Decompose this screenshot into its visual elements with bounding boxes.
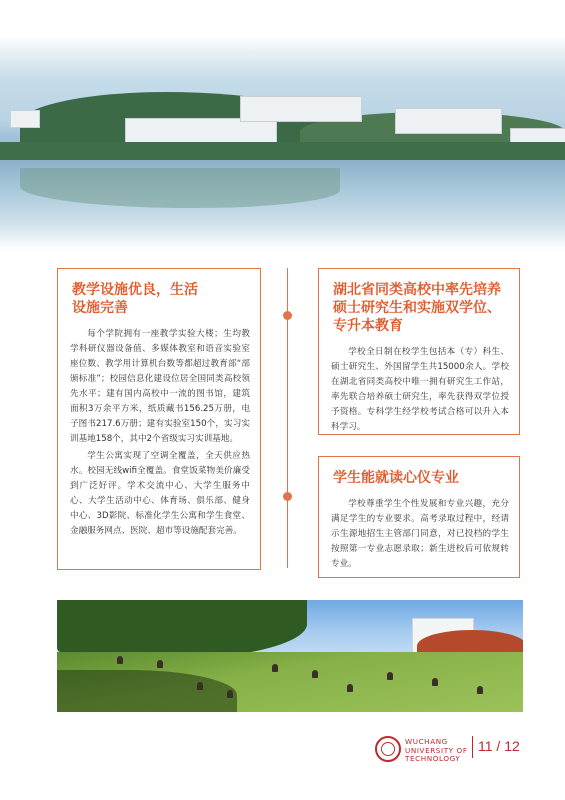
photo-student [157,660,163,668]
banner-building [395,108,502,134]
photo-trees [57,600,307,660]
photo-student [312,670,318,678]
divider-dot [283,492,292,501]
divider-dot [283,311,292,320]
page-number: 11 / 12 [478,738,520,754]
facilities-title-line1: 教学设施优良，生活 [72,282,198,298]
photo-student [477,686,483,694]
campus-lake-banner-image [0,0,565,250]
photo-student [227,690,233,698]
footer-separator [472,736,473,758]
facilities-title [72,281,252,317]
university-name-line3: TECHNOLOGY [405,754,461,764]
photo-student [387,672,393,680]
major-choice-title: 学生能就读心仪专业 [333,470,459,486]
banner-building [10,110,40,128]
graduate-education-paragraph: 学校全日制在校学生包括本（专）科生、硕士研究生、外国留学生共15000余人。学校在湖北省同类高校中唯一拥有研究生工作站，率先联合培养硕士研究生，率先获得双学位授予资格。专科学生经学校考试合格可以升入本科学习。 [331,347,509,432]
banner-shoreline [0,142,565,160]
graduate-title-line1: 湖北省同类高校中率先培养 [333,282,501,298]
seal-inner-ring [381,742,395,756]
photo-student [197,682,203,690]
university-name [405,738,468,764]
facilities-paragraph-1: 每个学院拥有一座教学实验大楼；生均教学科研仪器设备值、多媒体教室和语音实验室座位数、教学用计算机台数等都超过教育部“部颁标准”；校园信息化建设位居全国同类高校领先水平；建有国内高校中一流的图书馆，建筑面积3万余平方米，纸质藏书156.25万册，电子图书217.6万册；建有实验室150个，实习实训基地158个，其中2个省级实习实训基地。 [70,329,250,444]
graduate-title-line3: 专升本教育 [333,318,403,334]
university-seal-icon [375,736,401,762]
major-choice-section [318,456,520,578]
photo-student [117,656,123,664]
facilities-paragraph-2: 学生公寓实现了空调全覆盖，全天供应热水。校园无线wifi全覆盖。食堂饭菜物美价廉受到广泛好评。学术交流中心、大学生服务中心、大学生活动中心、体育场、俱乐部、健身中心、3D影院、标准化学生公寓和学生食堂、金融服务网点、医院、超市等设施配套完善。 [70,451,250,536]
photo-student [432,678,438,686]
campus-lawn-photo [57,600,523,712]
facilities-section [57,268,261,570]
major-choice-paragraph: 学校尊重学生个性发展和专业兴趣，充分满足学生的专业要求。高考录取过程中，经请示生源地招生主管部门同意，对已投档的学生按照第一专业志愿录取；新生进校后可依规转专业。 [331,499,509,569]
graduate-education-title [333,281,511,335]
photo-student [272,664,278,672]
university-name-line1: WUCHANG [405,737,448,746]
graduate-education-section [318,268,520,435]
facilities-title-line2: 设施完善 [72,300,128,316]
photo-student [347,684,353,692]
graduate-title-line2: 硕士研究生和实施双学位、 [333,300,501,316]
university-name-line2: UNIVERSITY OF [405,745,468,755]
banner-building [240,96,362,122]
